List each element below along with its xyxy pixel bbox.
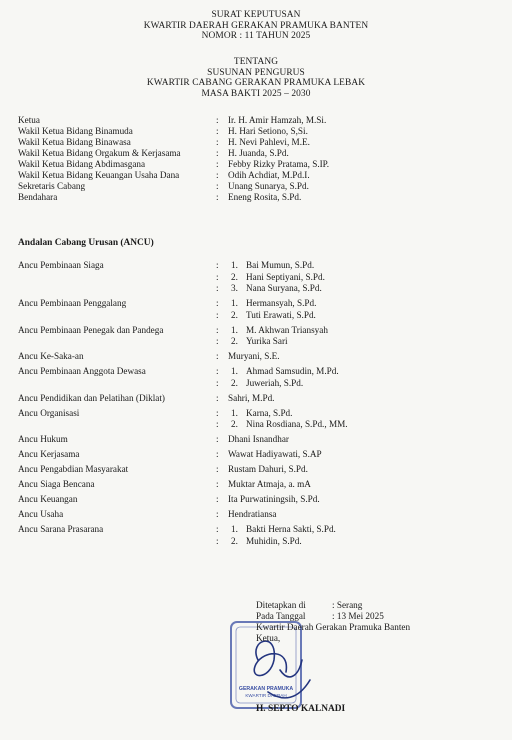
colon-separator: : <box>216 407 219 418</box>
pengurus-value: Eneng Rosita, S.Pd. <box>228 192 302 202</box>
ancu-value: Bai Mumun, S.Pd. <box>246 260 315 270</box>
signatory-name: H. SEPTO KALNADI <box>256 704 346 714</box>
ancu-value: Tuti Erawati, S.Pd. <box>246 309 316 320</box>
ancu-value: Rustam Dahuri, S.Pd. <box>228 464 308 474</box>
pengurus-label: Ketua <box>18 115 40 125</box>
ancu-number: 2. <box>231 271 238 282</box>
ancu-row <box>18 310 498 321</box>
ancu-value: Nana Suryana, S.Pd. <box>246 283 322 293</box>
colon-separator: : <box>216 298 219 308</box>
ancu-row <box>18 366 498 377</box>
ancu-label: Ancu Usaha <box>18 509 64 519</box>
ancu-label: Ancu Sarana Prasarana <box>18 524 104 534</box>
decree-header <box>0 10 512 42</box>
signature-block <box>256 600 496 644</box>
colon-separator: : <box>216 115 219 125</box>
signatory-org: Kwartir Daerah Gerakan Pramuka Banten <box>256 622 411 632</box>
ancu-row <box>18 434 498 445</box>
pengurus-value: Ir. H. Amir Hamzah, M.Si. <box>228 115 327 125</box>
ancu-row <box>18 479 498 490</box>
pengurus-row <box>18 192 498 203</box>
ancu-number: 1. <box>231 366 238 376</box>
ancu-row <box>18 260 498 271</box>
pengurus-value: Febby Rizky Pratama, S.IP. <box>228 159 330 169</box>
colon-separator: : <box>216 336 219 346</box>
pengurus-label: Sekretaris Cabang <box>18 181 86 191</box>
date-value: : 13 Mei 2025 <box>332 611 384 621</box>
colon-separator: : <box>216 181 219 191</box>
pengurus-row <box>18 181 498 192</box>
ancu-label: Ancu Pendidikan dan Pelatihan (Diklat) <box>18 392 165 403</box>
colon-separator: : <box>216 366 219 376</box>
ancu-label: Ancu Pembinaan Penggalang <box>18 298 127 308</box>
place-value: : Serang <box>332 600 363 610</box>
ancu-value: Ita Purwatiningsih, S.Pd. <box>228 494 320 504</box>
pengurus-row <box>18 126 498 137</box>
colon-separator: : <box>216 434 219 444</box>
ancu-row <box>18 509 498 520</box>
pengurus-label: Wakil Ketua Bidang Binamuda <box>18 126 133 136</box>
colon-separator: : <box>216 535 219 546</box>
ancu-value: Muryani, S.E. <box>228 351 280 361</box>
ancu-row <box>18 464 498 475</box>
header-line-5: SUSUNAN PENGURUS <box>207 67 305 78</box>
colon-separator: : <box>216 148 219 158</box>
stamp-text-2: KWARTIR DAERAH <box>245 693 287 698</box>
ancu-row <box>18 272 498 283</box>
header-line-2: KWARTIR DAERAH GERAKAN PRAMUKA BANTEN <box>143 20 369 31</box>
stamp-text-1: GERAKAN PRAMUKA <box>238 686 294 692</box>
header-line-4: TENTANG <box>233 57 279 67</box>
ancu-number: 1. <box>231 298 238 308</box>
ancu-number: 2. <box>231 535 238 546</box>
ancu-row <box>18 336 498 347</box>
pengurus-label: Wakil Ketua Bidang Orgakum & Kerjasama <box>18 148 181 158</box>
colon-separator: : <box>216 524 219 534</box>
ancu-label: Ancu Ke-Saka-an <box>18 351 84 361</box>
pengurus-row <box>18 115 498 126</box>
ancu-value: Bakti Herna Sakti, S.Pd. <box>246 524 336 534</box>
header-line-1: SURAT KEPUTUSAN <box>211 10 301 20</box>
header-line-3: NOMOR : 11 TAHUN 2025 <box>201 31 311 42</box>
ancu-row <box>18 449 498 460</box>
ancu-label: Ancu Organisasi <box>18 407 80 418</box>
ancu-value: Juweriah, S.Pd. <box>246 377 304 388</box>
ancu-row <box>18 298 498 309</box>
colon-separator: : <box>216 126 219 136</box>
ancu-number: 1. <box>231 324 238 335</box>
date-label: Pada Tanggal <box>256 611 306 621</box>
signatory-role: Ketua, <box>256 633 281 643</box>
ancu-value: Hani Septiyani, S.Pd. <box>246 271 325 282</box>
colon-separator: : <box>216 170 219 180</box>
pengurus-row <box>18 137 498 148</box>
pengurus-value: H. Nevi Pahlevi, M.E. <box>228 137 310 147</box>
pengurus-value: Unang Sunarya, S.Pd. <box>228 181 309 191</box>
pengurus-value: H. Juanda, S.Pd. <box>228 148 289 158</box>
ancu-row <box>18 494 498 505</box>
ancu-value: Wawat Hadiyawati, S.AP <box>228 449 322 459</box>
ancu-row <box>18 524 498 535</box>
ancu-value: Karna, S.Pd. <box>246 407 293 418</box>
header-line-7: MASA BAKTI 2025 – 2030 <box>201 88 311 99</box>
ancu-row <box>18 408 498 419</box>
ancu-number: 2. <box>231 309 238 320</box>
ancu-number: 2. <box>231 377 238 388</box>
ancu-value: Muhidin, S.Pd. <box>246 535 302 546</box>
ancu-label: Ancu Pengabdian Masyarakat <box>18 464 129 474</box>
ancu-value: Nina Rosdiana, S.Pd., MM. <box>246 419 348 429</box>
ancu-label: Ancu Kerjasama <box>18 449 80 459</box>
ancu-value: Yurika Sari <box>246 336 288 346</box>
ancu-number: 1. <box>231 260 238 270</box>
ancu-label: Ancu Hukum <box>18 434 68 444</box>
colon-separator: : <box>216 271 219 282</box>
ancu-label: Ancu Keuangan <box>18 494 78 504</box>
ancu-number: 1. <box>231 524 238 534</box>
colon-separator: : <box>216 464 219 474</box>
ancu-row <box>18 283 498 294</box>
colon-separator: : <box>216 309 219 320</box>
ancu-label: Ancu Siaga Bencana <box>18 479 95 489</box>
colon-separator: : <box>216 377 219 388</box>
ancu-number: 3. <box>231 283 238 293</box>
colon-separator: : <box>216 494 219 504</box>
pengurus-row <box>18 159 498 170</box>
pengurus-value: H. Hari Setiono, S,Si. <box>228 126 308 136</box>
ancu-value: Hendratiansa <box>228 509 277 519</box>
ancu-row <box>18 351 498 362</box>
colon-separator: : <box>216 159 219 169</box>
colon-separator: : <box>216 137 219 147</box>
ancu-value: Ahmad Samsudin, M.Pd. <box>246 366 339 376</box>
pengurus-row <box>18 170 498 181</box>
colon-separator: : <box>216 392 219 403</box>
pengurus-row <box>18 148 498 159</box>
pengurus-label: Wakil Ketua Bidang Binawasa <box>18 137 131 147</box>
ancu-number: 2. <box>231 419 238 429</box>
colon-separator: : <box>216 419 219 429</box>
ancu-row <box>18 393 498 404</box>
ancu-row <box>18 536 498 547</box>
ancu-value: M. Akhwan Triansyah <box>246 324 328 335</box>
pengurus-label: Wakil Ketua Bidang Keuangan Usaha Dana <box>18 170 180 180</box>
pengurus-label: Bendahara <box>18 192 58 202</box>
ancu-label: Ancu Pembinaan Siaga <box>18 260 104 270</box>
ancu-value: Hermansyah, S.Pd. <box>246 298 317 308</box>
ancu-section-title: Andalan Cabang Urusan (ANCU) <box>18 238 154 248</box>
ancu-number: 2. <box>231 336 238 346</box>
colon-separator: : <box>216 351 219 361</box>
colon-separator: : <box>216 449 219 459</box>
header-line-6: KWARTIR CABANG GERAKAN PRAMUKA LEBAK <box>146 78 366 89</box>
colon-separator: : <box>216 509 219 519</box>
pengurus-label: Wakil Ketua Bidang Abdimasgana <box>18 159 146 169</box>
decree-subject <box>0 57 512 99</box>
ancu-row <box>18 419 498 430</box>
pengurus-value: Odih Achdiat, M.Pd.I. <box>228 170 310 180</box>
ancu-label: Ancu Pembinaan Anggota Dewasa <box>18 366 146 376</box>
ancu-value: Dhani Isnandhar <box>228 434 289 444</box>
ancu-number: 1. <box>231 407 238 418</box>
colon-separator: : <box>216 283 219 293</box>
ancu-label: Ancu Pembinaan Penegak dan Pandega <box>18 324 164 335</box>
colon-separator: : <box>216 260 219 270</box>
ancu-row <box>18 378 498 389</box>
place-label: Ditetapkan di <box>256 600 306 610</box>
ancu-value: Muktar Atmaja, a. mA <box>228 479 311 489</box>
colon-separator: : <box>216 479 219 489</box>
ancu-value: Sahri, M.Pd. <box>228 392 275 403</box>
colon-separator: : <box>216 192 219 202</box>
colon-separator: : <box>216 324 219 335</box>
ancu-row <box>18 325 498 336</box>
